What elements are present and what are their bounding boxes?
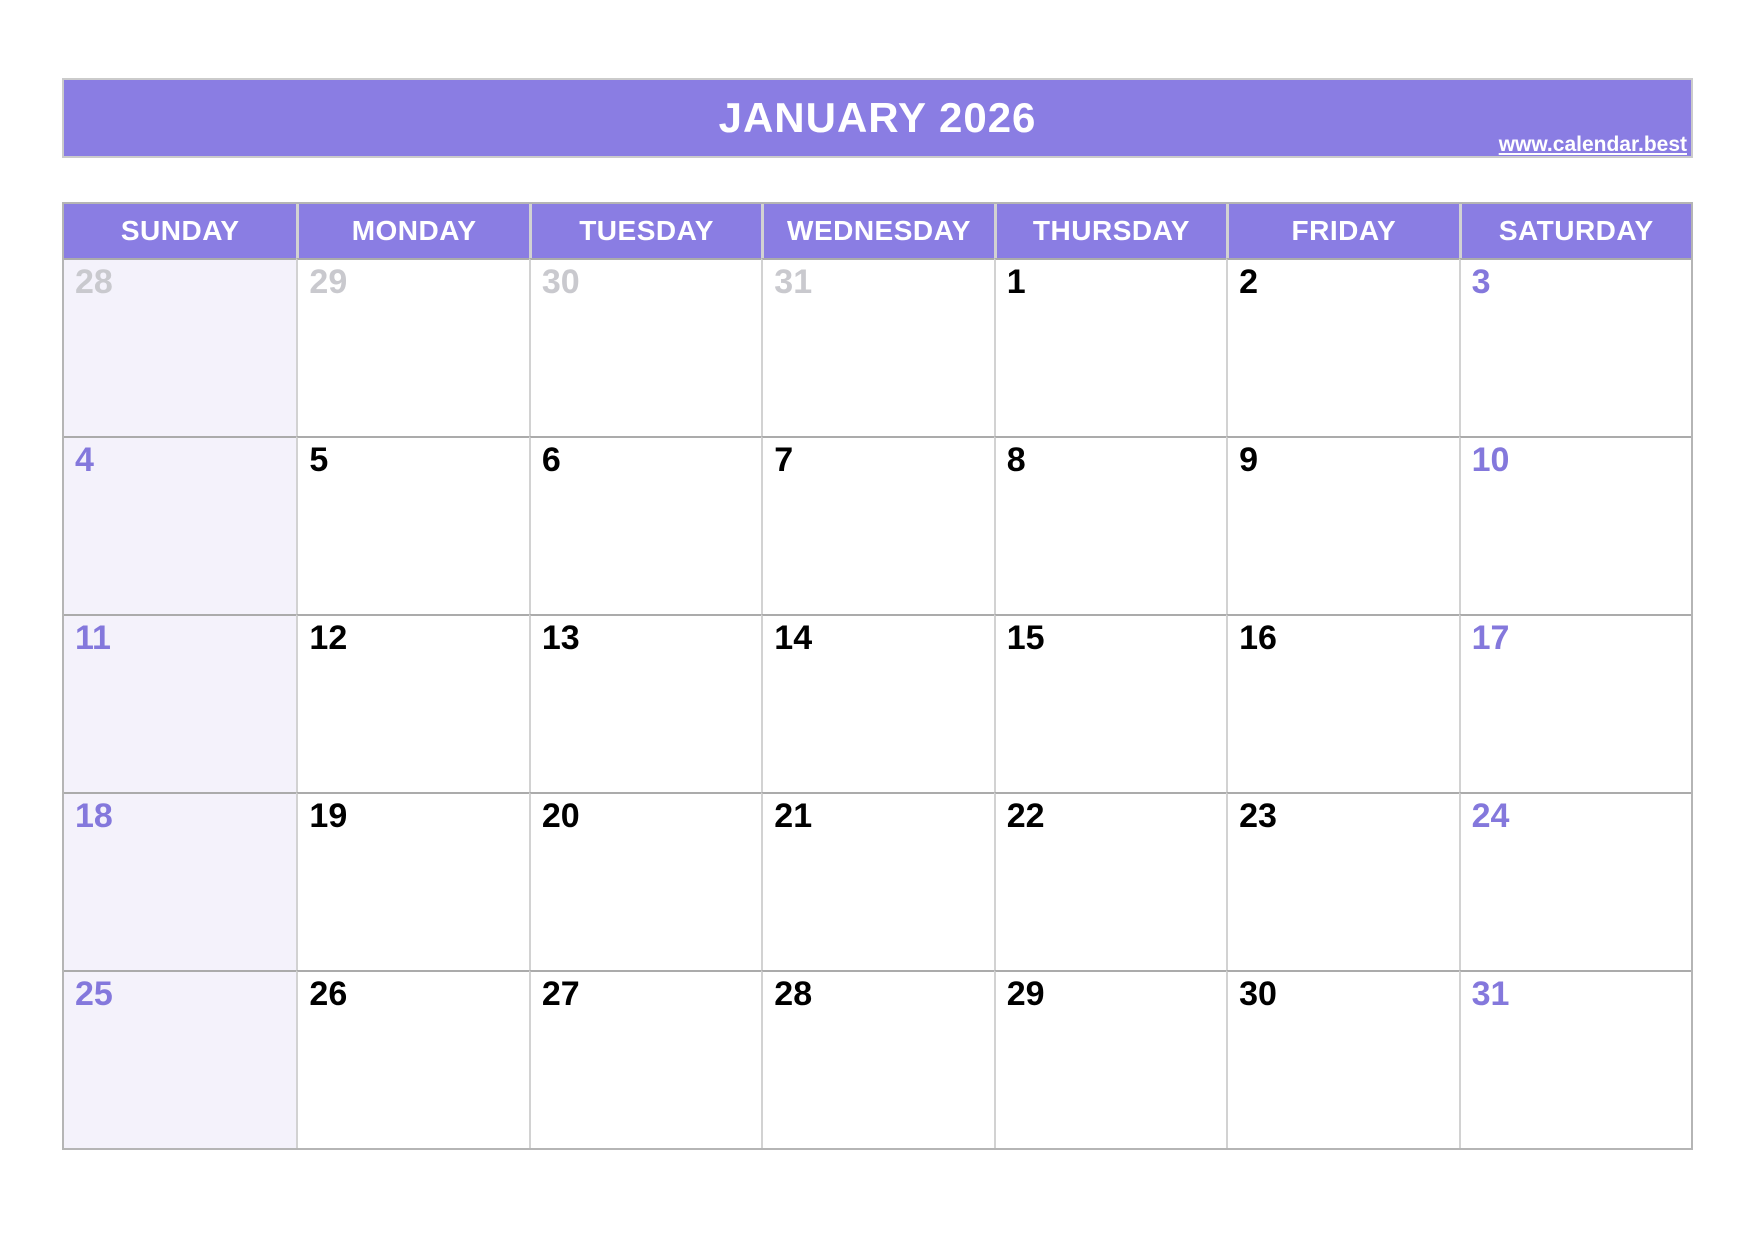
day-number: 15 bbox=[1006, 619, 1045, 657]
day-cell bbox=[64, 258, 296, 436]
calendar-table bbox=[62, 202, 1693, 1150]
day-cell bbox=[529, 614, 761, 792]
day-cell bbox=[1226, 970, 1458, 1148]
day-cell bbox=[64, 614, 296, 792]
day-cell bbox=[994, 970, 1226, 1148]
day-cell bbox=[296, 258, 528, 436]
day-cell bbox=[296, 614, 528, 792]
weekday-header-wednesday: WEDNESDAY bbox=[761, 204, 993, 258]
day-cell bbox=[64, 970, 296, 1148]
weekday-header-tuesday: TUESDAY bbox=[529, 204, 761, 258]
day-number: 11 bbox=[75, 619, 111, 657]
weekday-header-monday: MONDAY bbox=[296, 204, 528, 258]
day-number: 31 bbox=[774, 263, 813, 301]
day-number: 31 bbox=[1471, 975, 1510, 1013]
day-number: 16 bbox=[1239, 619, 1277, 657]
weekday-header-friday: FRIDAY bbox=[1226, 204, 1458, 258]
day-cell bbox=[1226, 792, 1458, 970]
day-number: 20 bbox=[541, 797, 580, 835]
day-cell bbox=[296, 970, 528, 1148]
day-number: 2 bbox=[1239, 263, 1259, 301]
day-cell bbox=[296, 792, 528, 970]
day-number: 18 bbox=[75, 797, 113, 835]
day-number: 10 bbox=[1471, 441, 1510, 479]
day-cell bbox=[1226, 436, 1458, 614]
day-cell bbox=[994, 258, 1226, 436]
day-number: 22 bbox=[1006, 797, 1045, 835]
day-number: 17 bbox=[1471, 619, 1510, 657]
day-number: 19 bbox=[309, 797, 348, 835]
calendar-grid bbox=[64, 258, 1691, 1148]
day-number: 26 bbox=[309, 975, 348, 1013]
weekday-header-sunday: SUNDAY bbox=[64, 204, 296, 258]
day-number: 12 bbox=[309, 619, 348, 657]
day-cell bbox=[1459, 792, 1691, 970]
day-cell bbox=[529, 792, 761, 970]
day-cell bbox=[761, 614, 993, 792]
day-number: 25 bbox=[75, 975, 113, 1013]
day-number: 23 bbox=[1239, 797, 1277, 835]
day-cell bbox=[1459, 970, 1691, 1148]
day-number: 8 bbox=[1006, 441, 1026, 479]
weekday-header-thursday: THURSDAY bbox=[994, 204, 1226, 258]
day-number: 5 bbox=[309, 441, 329, 479]
website-link[interactable]: www.calendar.best bbox=[1498, 132, 1687, 156]
day-cell bbox=[994, 792, 1226, 970]
day-cell bbox=[1459, 436, 1691, 614]
day-cell bbox=[64, 792, 296, 970]
day-cell bbox=[1459, 258, 1691, 436]
day-cell bbox=[1226, 258, 1458, 436]
day-cell bbox=[1459, 614, 1691, 792]
day-number: 27 bbox=[541, 975, 580, 1013]
day-cell bbox=[529, 436, 761, 614]
day-number: 29 bbox=[1006, 975, 1045, 1013]
day-number: 6 bbox=[541, 441, 561, 479]
day-number: 3 bbox=[1471, 263, 1491, 301]
day-cell bbox=[64, 436, 296, 614]
day-number: 13 bbox=[541, 619, 580, 657]
day-cell bbox=[1226, 614, 1458, 792]
day-cell bbox=[296, 436, 528, 614]
day-number: 14 bbox=[774, 619, 813, 657]
weekday-header-saturday: SATURDAY bbox=[1459, 204, 1691, 258]
day-cell bbox=[761, 258, 993, 436]
day-number: 30 bbox=[1239, 975, 1277, 1013]
weekday-header-row bbox=[64, 204, 1691, 258]
day-number: 24 bbox=[1471, 797, 1510, 835]
day-cell bbox=[761, 436, 993, 614]
day-cell bbox=[994, 436, 1226, 614]
day-number: 28 bbox=[774, 975, 813, 1013]
day-number: 30 bbox=[541, 263, 580, 301]
day-number: 9 bbox=[1239, 441, 1259, 479]
day-cell bbox=[529, 970, 761, 1148]
day-number: 1 bbox=[1006, 263, 1026, 301]
day-cell bbox=[994, 614, 1226, 792]
calendar-title-bar bbox=[62, 78, 1693, 158]
day-cell bbox=[761, 970, 993, 1148]
day-number: 29 bbox=[309, 263, 348, 301]
month-title: JANUARY 2026 bbox=[718, 94, 1037, 141]
day-cell bbox=[761, 792, 993, 970]
day-number: 21 bbox=[774, 797, 813, 835]
day-number: 4 bbox=[75, 441, 94, 479]
day-cell bbox=[529, 258, 761, 436]
day-number: 28 bbox=[75, 263, 113, 301]
day-number: 7 bbox=[774, 441, 794, 479]
